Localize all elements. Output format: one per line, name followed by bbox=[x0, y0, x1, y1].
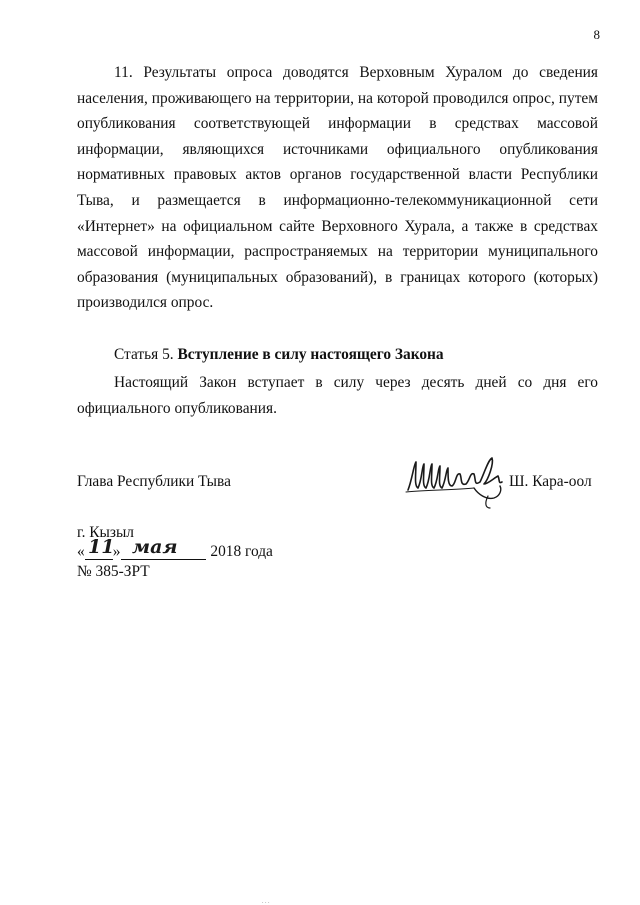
article-5-title: Вступление в силу настоящего Закона bbox=[177, 346, 444, 363]
handwritten-day: 11 bbox=[88, 536, 115, 558]
signatory-position: Глава Республики Тыва bbox=[77, 473, 231, 490]
month-underline bbox=[121, 559, 206, 560]
bottom-mark: . . . bbox=[262, 899, 270, 905]
date-close-quote: » bbox=[112, 543, 121, 560]
article-5-text: Настоящий Закон вступает в силу через десять дней со дня его официального опубликования. bbox=[77, 374, 598, 417]
article-5-heading bbox=[114, 345, 444, 365]
day-underline bbox=[85, 559, 113, 560]
signatory-name: Ш. Кара-оол bbox=[509, 473, 592, 490]
date-year: 2018 года bbox=[210, 543, 273, 560]
article-5-prefix: Статья 5. bbox=[114, 346, 178, 363]
page-number: 8 bbox=[593, 27, 600, 42]
date-open-quote: « bbox=[77, 543, 85, 560]
handwritten-signature bbox=[404, 450, 514, 512]
handwritten-month: мая bbox=[132, 536, 178, 558]
place-of-signing: г. Кызыл bbox=[77, 524, 134, 541]
law-number: № 385-ЗРТ bbox=[77, 563, 150, 580]
item-11-paragraph: 11. Результаты опроса доводятся Верховным Хуралом до сведения населения, проживающего на территории, на которой проводился опрос, путем опубликования соответствующей информации в средствах массовой информации, являющихся источниками официального опубликования нормативных правовых актов органов государственной власти Республики Тыва, и размещается в информационно-телекоммуникационной сети «Интернет» на официальном сайте Верховного Хурала, а также в средствах массовой информации, распространяемых на территории муниципального образования (муниципальных образований), в границах которого (которых) производился опрос. bbox=[77, 64, 598, 312]
